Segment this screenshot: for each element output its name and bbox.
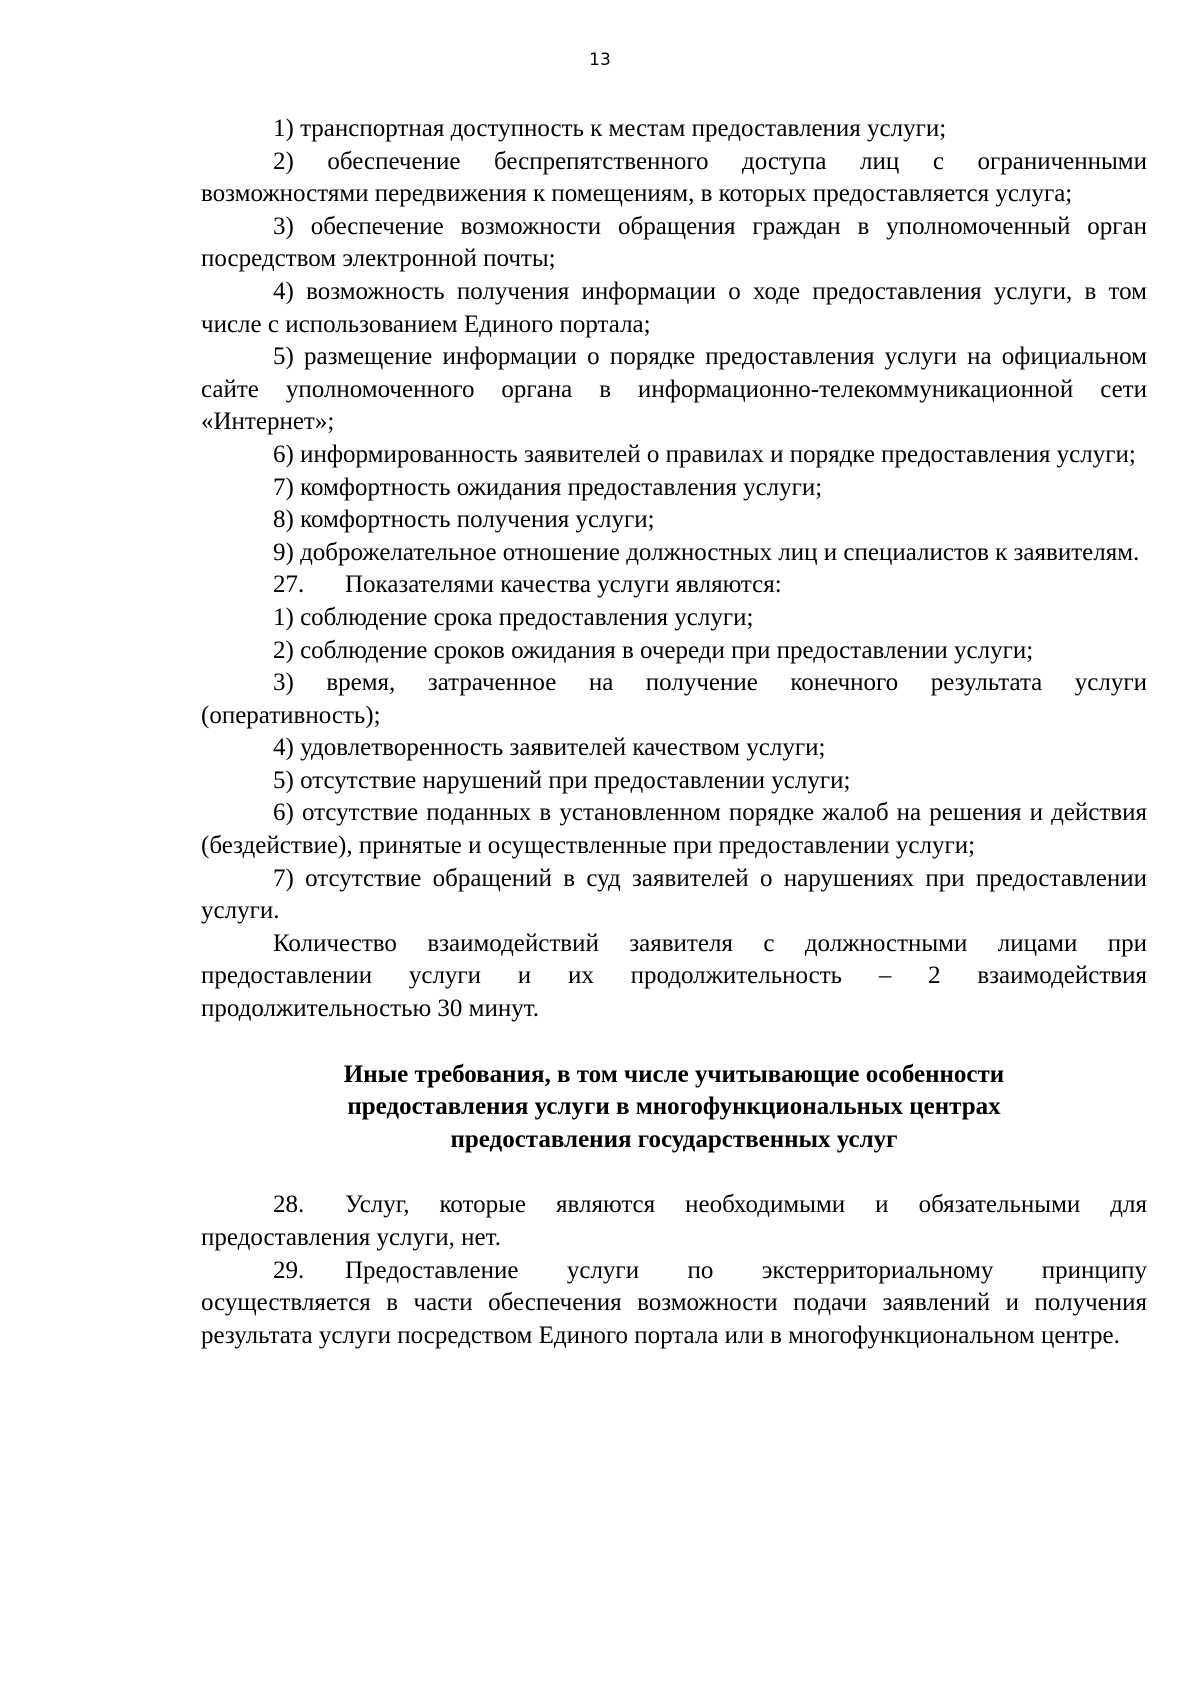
paragraph-quality-4: 4) удовлетворенность заявителей качеством услуги; [273,734,826,762]
paragraph-accessibility-2: 2) обеспечение беспрепятственного доступа лиц с ограниченными возможностями передвижения к помещениям, в которых предоставляется услуга; [201,147,1147,208]
paragraph-quality-7: 7) отсутствие обращений в суд заявителей о нарушениях при предоставлении услуги. [201,864,1147,925]
paragraph-accessibility-8: 8) комфортность получения услуги; [273,506,655,534]
paragraph-item-27 [201,569,1147,602]
item-27-number: 27. [273,571,305,599]
paragraph-interactions: Количество взаимодействий заявителя с должностными лицами при предоставлении услуги и их продолжительность – 2 взаимодействия продолжительностью 30 минут. [201,929,1147,1023]
paragraph-quality-2: 2) соблюдение сроков ожидания в очереди при предоставлении услуги; [273,636,1034,664]
item-28-number: 28. [273,1191,305,1219]
item-28-text: Услуг, которые являются необходимыми и обязательными для предоставления услуги, нет. [201,1191,1147,1251]
item-29-text: Предоставление услуги по экстерриториальному принципу осуществляется в части обеспечения возможности подачи заявлений и получения результата услуги посредством Единого портала или в многофункциональном центре. [201,1256,1147,1349]
paragraph-quality-3: 3) время, затраченное на получение конечного результата услуги (оперативность); [201,669,1147,729]
paragraph-item-28 [201,1189,1147,1254]
heading-line-1: Иные требования, в том числе учитывающие особенности [343,1060,1005,1088]
paragraph-item-29 [201,1255,1147,1353]
heading-line-3: предоставления государственных услуг [450,1125,898,1153]
document-body [201,113,1147,1352]
heading-line-2: предоставления услуги в многофункциональных центрах [347,1093,1001,1121]
paragraph-accessibility-1: 1) транспортная доступность к местам предоставления услуги; [273,115,947,142]
paragraph-accessibility-9: 9) доброжелательное отношение должностных лиц и специалистов к заявителям. [273,538,1140,566]
section-heading [201,1059,1147,1157]
paragraph-accessibility-3: 3) обеспечение возможности обращения граждан в уполномоченный орган посредством электронной почты; [201,212,1147,273]
paragraph-accessibility-5: 5) размещение информации о порядке предоставления услуги на официальном сайте уполномоченного органа в информационно-телекоммуникационной сети «Интернет»; [201,343,1147,436]
paragraph-quality-1: 1) соблюдение срока предоставления услуги; [273,603,754,631]
paragraph-accessibility-4: 4) возможность получения информации о ходе предоставления услуги, в том числе с использованием Единого портала; [201,277,1147,338]
paragraph-accessibility-7: 7) комфортность ожидания предоставления услуги; [273,473,823,501]
item-29-number: 29. [273,1256,305,1284]
paragraph-accessibility-6: 6) информированность заявителей о правилах и порядке предоставления услуги; [273,440,1136,468]
page-number: 13 [589,50,611,70]
paragraph-quality-6: 6) отсутствие поданных в установленном порядке жалоб на решения и действия (бездействие), принятые и осуществленные при предоставлении услуги; [201,799,1147,860]
paragraph-quality-5: 5) отсутствие нарушений при предоставлении услуги; [273,766,851,794]
item-27-text: Показателями качества услуги являются: [345,571,782,599]
